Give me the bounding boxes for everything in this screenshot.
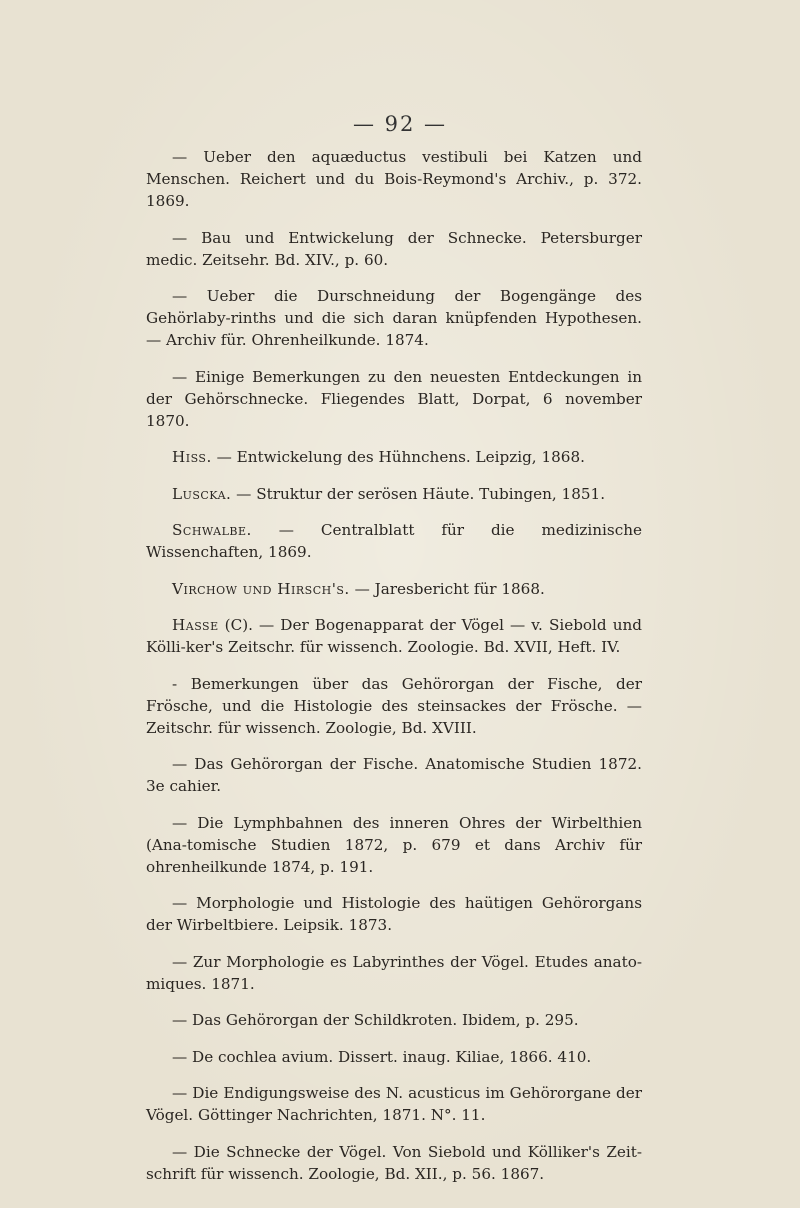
bibliography-entry	[146, 483, 642, 505]
entry-text: — De cochlea avium. Dissert. inaug. Kiliae, 1866. 410.	[172, 1047, 592, 1066]
entry-author: Luscka.	[172, 484, 232, 503]
bibliography-entry	[146, 519, 642, 563]
bibliography-entry	[146, 753, 642, 797]
page-number: — 92 —	[352, 112, 448, 136]
bibliography-entry	[146, 366, 642, 432]
entry-text: — Das Gehörorgan der Schildkroten. Ibidem, p. 295.	[172, 1011, 579, 1029]
bibliography-entry	[146, 446, 642, 468]
bibliography-entry	[146, 812, 642, 878]
entry-author: Schwalbe.	[172, 521, 252, 539]
bibliography-list	[146, 146, 642, 1199]
bibliography-entry	[146, 1082, 642, 1126]
entry-text: — Bau und Entwickelung der Schnecke. Petersburger medic. Zeitsehr. Bd. XIV., p. 60.	[146, 228, 642, 269]
entry-text: — Entwickelung des Hühnchens. Leipzig, 1868.	[211, 448, 585, 466]
entry-text: — Centralblatt für die medizinische Wissenchaften, 1869.	[146, 521, 642, 561]
bibliography-entry	[146, 614, 642, 658]
entry-author: Virchow und Hirsch's.	[172, 579, 350, 598]
bibliography-entry	[146, 951, 642, 995]
entry-text: — Morphologie und Histologie des haütigen Gehörorgans der Wirbeltbiere. Leipsik. 1873.	[146, 894, 642, 934]
entry-text: (C). — Der Bogenapparat der Vögel — v. Siebold und Kölli-ker's Zeitschr. für wissench. Zoologie. Bd. XVII, Heft. IV.	[146, 616, 642, 656]
bibliography-entry	[146, 673, 642, 739]
entry-text: — Jaresbericht für 1868.	[349, 579, 545, 598]
entry-text: — Die Lymphbahnen des inneren Ohres der Wirbelthien (Ana-tomische Studien 1872, p. 679 et dans Archiv für ohrenheilkunde 1874, p. 191.	[146, 813, 642, 876]
entry-text: — Struktur der serösen Häute. Tubingen, 1851.	[231, 484, 606, 503]
bibliography-entry	[146, 1046, 642, 1068]
entry-author: Hiss.	[172, 448, 212, 466]
bibliography-entry	[146, 146, 642, 212]
entry-text: — Die Schnecke der Vögel. Von Siebold und Kölliker's Zeit-schrift für wissench. Zoologie, Bd. XII., p. 56. 1867.	[146, 1142, 642, 1183]
entry-text: - Bemerkungen über das Gehörorgan der Fische, der Frösche, und die Histologie des steinsackes der Frösche. — Zeitschr. für wissench. Zoologie, Bd. XVIII.	[146, 674, 642, 737]
entry-author: Hasse	[172, 616, 219, 634]
entry-text: — Die Endigungsweise des N. acusticus im Gehörorgane der Vögel. Göttinger Nachrichten, 1871. N°. 11.	[146, 1084, 642, 1124]
entry-text: — Ueber die Durschneidung der Bogengänge des Gehörlaby-rinths und die sich daran knüpfenden Hypothesen. — Archiv für. Ohrenheilkunde. 1874.	[146, 287, 642, 349]
entry-text: — Einige Bemerkungen zu den neuesten Entdeckungen in der Gehörschnecke. Fliegendes Blatt, Dorpat, 6 november 1870.	[146, 367, 642, 430]
bibliography-entry	[146, 578, 642, 600]
bibliography-entry	[146, 1141, 642, 1185]
bibliography-entry	[146, 227, 642, 271]
entry-text: — Ueber den aquæductus vestibuli bei Katzen und Menschen. Reichert und du Bois-Reymond's Archiv., p. 372. 1869.	[146, 148, 642, 210]
entry-text: — Zur Morphologie es Labyrinthes der Vögel. Etudes anato-miques. 1871.	[146, 952, 642, 993]
bibliography-entry	[146, 1009, 642, 1031]
bibliography-entry	[146, 892, 642, 936]
entry-text: — Das Gehörorgan der Fische. Anatomische Studien 1872. 3e cahier.	[146, 755, 642, 795]
bibliography-entry	[146, 285, 642, 351]
